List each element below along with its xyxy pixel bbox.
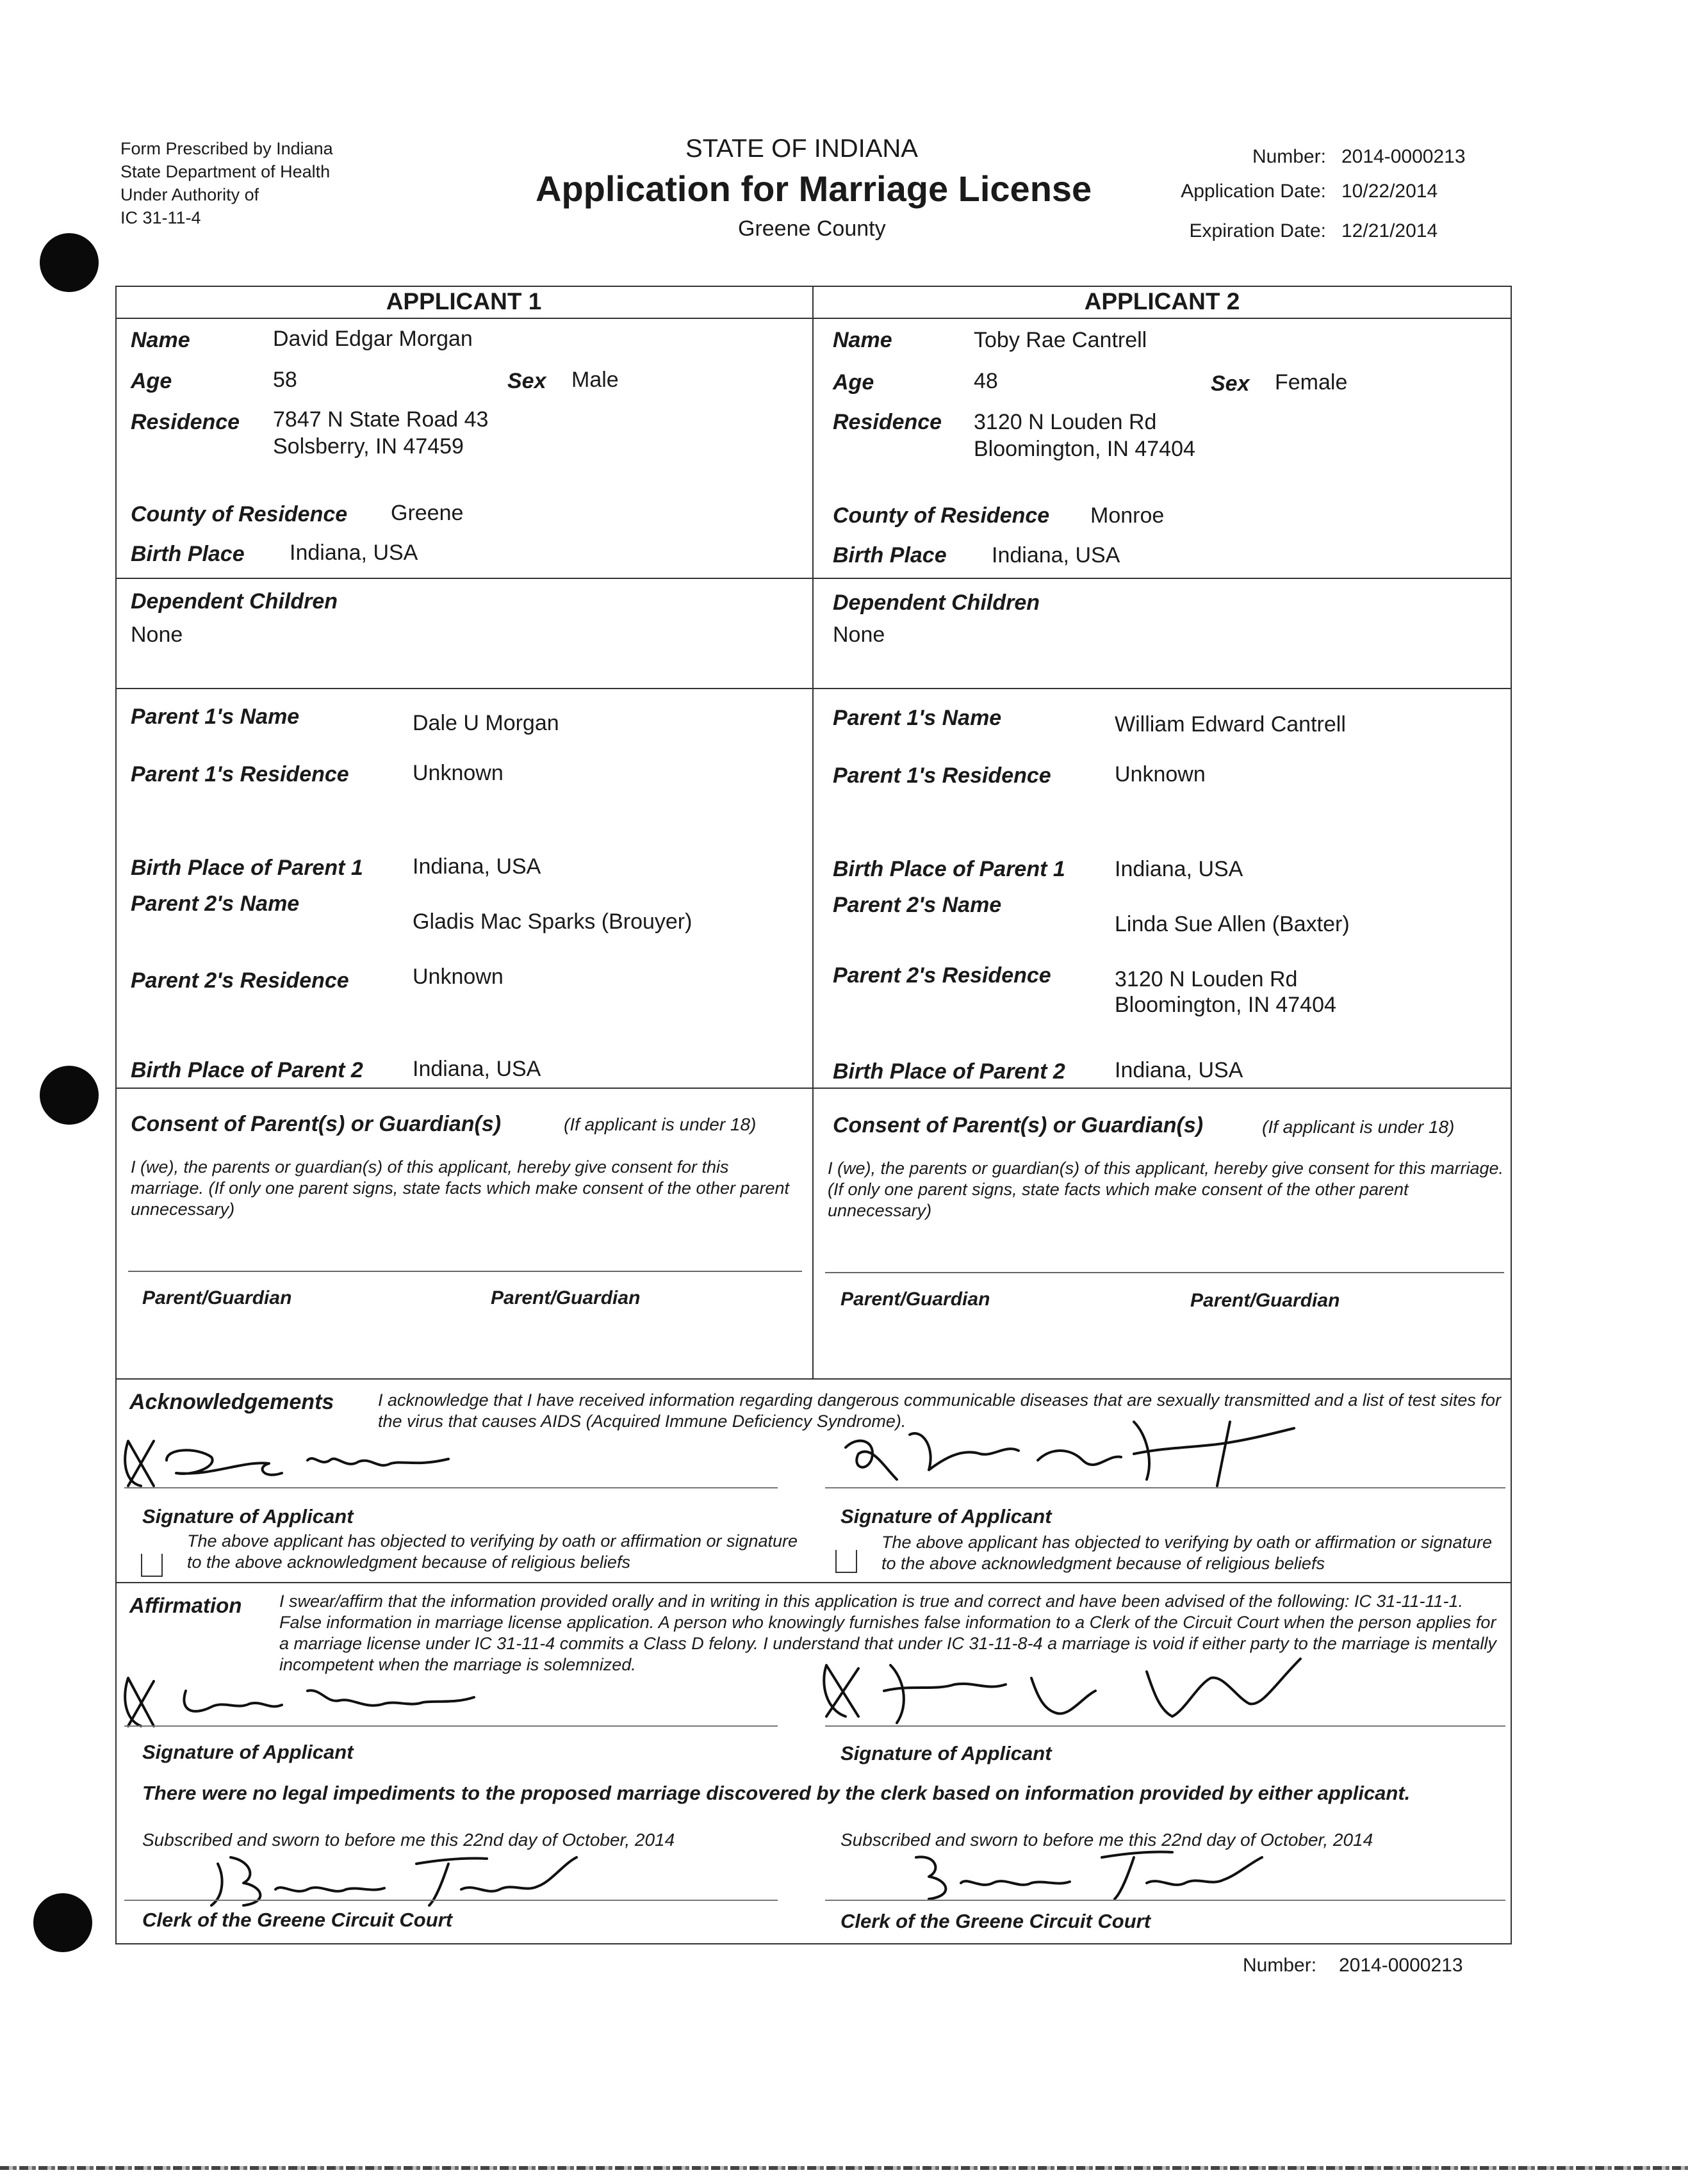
signature-line	[124, 1900, 778, 1901]
applicant2-parent2-residence-line2: Bloomington, IN 47404	[1115, 993, 1336, 1017]
birth-parent2-label: Birth Place of Parent 2	[131, 1058, 363, 1082]
objection-text: The above applicant has objected to verifying by oath or affirmation or signature to the above acknowledgment because of religious beliefs	[881, 1533, 1493, 1573]
applicant1-parent2-birth: Indiana, USA	[413, 1057, 541, 1081]
applicant2-residence-line2: Bloomington, IN 47404	[974, 437, 1195, 461]
clerk-label: Clerk of the Greene Circuit Court	[142, 1909, 453, 1931]
authority-line: State Department of Health	[120, 162, 331, 181]
authority-line: Under Authority of	[120, 185, 259, 204]
applicant1-parent2-name: Gladis Mac Sparks (Brouyer)	[413, 909, 692, 934]
parent2-residence-label: Parent 2's Residence	[131, 968, 349, 993]
affirmation-label: Affirmation	[129, 1593, 242, 1617]
applicant2-affirmation-signature[interactable]	[814, 1646, 1352, 1742]
expiration-date-value: 12/21/2014	[1341, 220, 1438, 241]
birth-parent2-label: Birth Place of Parent 2	[833, 1059, 1065, 1084]
county-heading: Greene County	[738, 216, 886, 241]
county-label: County of Residence	[833, 503, 1050, 528]
clerk-signature[interactable]	[205, 1845, 602, 1915]
consent-label: Consent of Parent(s) or Guardian(s)	[131, 1112, 502, 1136]
applicant2-sex: Female	[1275, 370, 1348, 395]
rule	[115, 1088, 1512, 1089]
consent-note: (If applicant is under 18)	[564, 1114, 757, 1134]
parent-guardian-signature-line[interactable]	[825, 1272, 1504, 1273]
acknowledgements-label: Acknowledgements	[129, 1390, 334, 1414]
consent-text: I (we), the parents or guardian(s) of this applicant, hereby give consent for this marriage. (If only one parent signs, state facts which make consent of the other parent unnecessary)	[828, 1159, 1504, 1220]
applicant2-parent1-name: William Edward Cantrell	[1115, 712, 1346, 737]
consent-text: I (we), the parents or guardian(s) of this applicant, hereby give consent for this marriage. (If only one parent signs, state facts which make consent of the other parent unnecessary)	[131, 1157, 790, 1219]
applicant1-heading: APPLICANT 1	[386, 288, 542, 314]
clerk-signature[interactable]	[897, 1838, 1294, 1909]
applicant1-parent1-residence: Unknown	[413, 761, 504, 785]
applicant1-residence-line1: 7847 N State Road 43	[273, 407, 489, 432]
name-label: Name	[833, 328, 892, 352]
signature-line	[124, 1725, 778, 1727]
applicant2-ack-signature[interactable]	[833, 1409, 1320, 1505]
sex-label: Sex	[507, 369, 546, 393]
clerk-label: Clerk of the Greene Circuit Court	[840, 1910, 1151, 1932]
sex-label: Sex	[1211, 371, 1250, 396]
signature-of-applicant-label: Signature of Applicant	[142, 1741, 354, 1763]
expiration-date-label: Expiration Date:	[1189, 220, 1326, 241]
parent-guardian-label: Parent/Guardian	[840, 1289, 990, 1310]
authority-line: Form Prescribed by Indiana	[120, 139, 333, 158]
signature-of-applicant-label: Signature of Applicant	[840, 1742, 1052, 1764]
parent1-name-label: Parent 1's Name	[131, 705, 300, 729]
birth-place-label: Birth Place	[833, 543, 947, 567]
application-date-value: 10/22/2014	[1341, 181, 1438, 202]
signature-line	[825, 1900, 1505, 1901]
applicant1-county: Greene	[391, 501, 464, 525]
applicant2-dependent-children: None	[833, 623, 885, 647]
rule	[1511, 286, 1512, 1944]
sworn-statement: Subscribed and sworn to before me this 22nd day of October, 2014	[840, 1830, 1373, 1850]
footer-number-label: Number:	[1243, 1955, 1317, 1976]
column-divider	[812, 286, 814, 1378]
rule	[115, 318, 1512, 319]
applicant2-parent1-birth: Indiana, USA	[1115, 857, 1243, 881]
applicant1-parent1-name: Dale U Morgan	[413, 711, 559, 735]
applicant1-parent1-birth: Indiana, USA	[413, 854, 541, 879]
applicant1-name: David Edgar Morgan	[273, 327, 473, 351]
dependent-children-label: Dependent Children	[833, 591, 1040, 615]
footer-number-value: 2014-0000213	[1339, 1955, 1463, 1976]
rule	[115, 578, 1512, 579]
acknowledgements-text: I acknowledge that I have received information regarding dangerous communicable diseases that are sexually transmitted and a list of test sites for the virus that causes AIDS (Acquired Immune Deficiency Syndrome).	[378, 1390, 1501, 1431]
signature-of-applicant-label: Signature of Applicant	[840, 1505, 1052, 1528]
signature-line	[124, 1487, 778, 1488]
applicant1-sex: Male	[571, 368, 619, 392]
application-date-label: Application Date:	[1181, 181, 1326, 202]
parent-guardian-signature-line[interactable]	[128, 1271, 802, 1272]
applicant2-parent2-residence-line1: 3120 N Louden Rd	[1115, 967, 1298, 991]
rule	[115, 688, 1512, 689]
age-label: Age	[131, 369, 172, 393]
punch-hole	[33, 1893, 92, 1952]
applicant1-age: 58	[273, 368, 297, 392]
parent2-residence-label: Parent 2's Residence	[833, 963, 1051, 988]
consent-note: (If applicant is under 18)	[1262, 1117, 1455, 1137]
parent1-residence-label: Parent 1's Residence	[131, 762, 349, 786]
parent2-name-label: Parent 2's Name	[131, 892, 300, 916]
dependent-children-label: Dependent Children	[131, 589, 338, 614]
page-title: Application for Marriage License	[536, 168, 1092, 209]
religious-objection-checkbox[interactable]	[835, 1550, 857, 1573]
signature-line	[825, 1487, 1505, 1488]
county-label: County of Residence	[131, 502, 348, 526]
parent-guardian-label: Parent/Guardian	[142, 1287, 292, 1308]
parent1-name-label: Parent 1's Name	[833, 706, 1002, 730]
applicant1-residence-line2: Solsberry, IN 47459	[273, 434, 464, 459]
affirmation-text: I swear/affirm that the information provided orally and in writing in this application is true and correct and have been advised of the following: IC 31-11-11-1. False information in marriage license application. A person who knowingly furnishes false information to a Clerk of the Circuit Court when the person applies for a marriage license under IC 31-11-4 commits a Class D felony. I understand that under IC 31-11-8-4 a marriage is void if either party to the marriage is mentally incompetent when the marriage is solemnized.	[279, 1592, 1496, 1674]
form-authority	[120, 137, 333, 229]
applicant2-parent2-birth: Indiana, USA	[1115, 1058, 1243, 1082]
applicant1-parent2-residence: Unknown	[413, 965, 504, 989]
applicant1-dependent-children: None	[131, 623, 183, 647]
residence-label: Residence	[131, 410, 240, 434]
applicant1-birth-place: Indiana, USA	[290, 541, 418, 565]
signature-of-applicant-label: Signature of Applicant	[142, 1505, 354, 1528]
punch-hole	[40, 233, 99, 292]
authority-line: IC 31-11-4	[120, 208, 201, 227]
applicant2-residence-line1: 3120 N Louden Rd	[974, 410, 1157, 434]
applicant2-heading: APPLICANT 2	[1084, 288, 1240, 314]
applicant2-name: Toby Rae Cantrell	[974, 328, 1147, 352]
birth-parent1-label: Birth Place of Parent 1	[833, 857, 1065, 881]
rule	[115, 1378, 1512, 1380]
parent2-name-label: Parent 2's Name	[833, 893, 1002, 917]
impediments-statement: There were no legal impediments to the proposed marriage discovered by the clerk based on information provided by either applicant.	[142, 1782, 1411, 1804]
rule	[115, 1943, 1512, 1944]
parent-guardian-label: Parent/Guardian	[491, 1287, 641, 1308]
applicant2-parent1-residence: Unknown	[1115, 762, 1206, 786]
rule	[115, 1582, 1512, 1583]
name-label: Name	[131, 328, 190, 352]
punch-hole	[40, 1066, 99, 1125]
applicant2-parent2-name: Linda Sue Allen (Baxter)	[1115, 912, 1350, 936]
residence-label: Residence	[833, 410, 942, 434]
scan-edge	[0, 2166, 1688, 2170]
consent-label: Consent of Parent(s) or Guardian(s)	[833, 1113, 1204, 1137]
number-value: 2014-0000213	[1341, 146, 1466, 167]
number-label: Number:	[1252, 146, 1326, 167]
birth-place-label: Birth Place	[131, 542, 245, 566]
age-label: Age	[833, 370, 874, 395]
birth-parent1-label: Birth Place of Parent 1	[131, 856, 363, 880]
state-heading: STATE OF INDIANA	[685, 134, 918, 163]
parent-guardian-label: Parent/Guardian	[1190, 1290, 1340, 1311]
sworn-statement: Subscribed and sworn to before me this 22nd day of October, 2014	[142, 1830, 675, 1850]
parent1-residence-label: Parent 1's Residence	[833, 763, 1051, 788]
applicant2-county: Monroe	[1090, 503, 1165, 528]
signature-line	[825, 1725, 1505, 1727]
objection-text: The above applicant has objected to verifying by oath or affirmation or signature to the above acknowledgment because of religious beliefs	[187, 1531, 798, 1572]
religious-objection-checkbox[interactable]	[141, 1554, 163, 1577]
applicant2-age: 48	[974, 369, 998, 393]
applicant2-birth-place: Indiana, USA	[992, 543, 1120, 567]
